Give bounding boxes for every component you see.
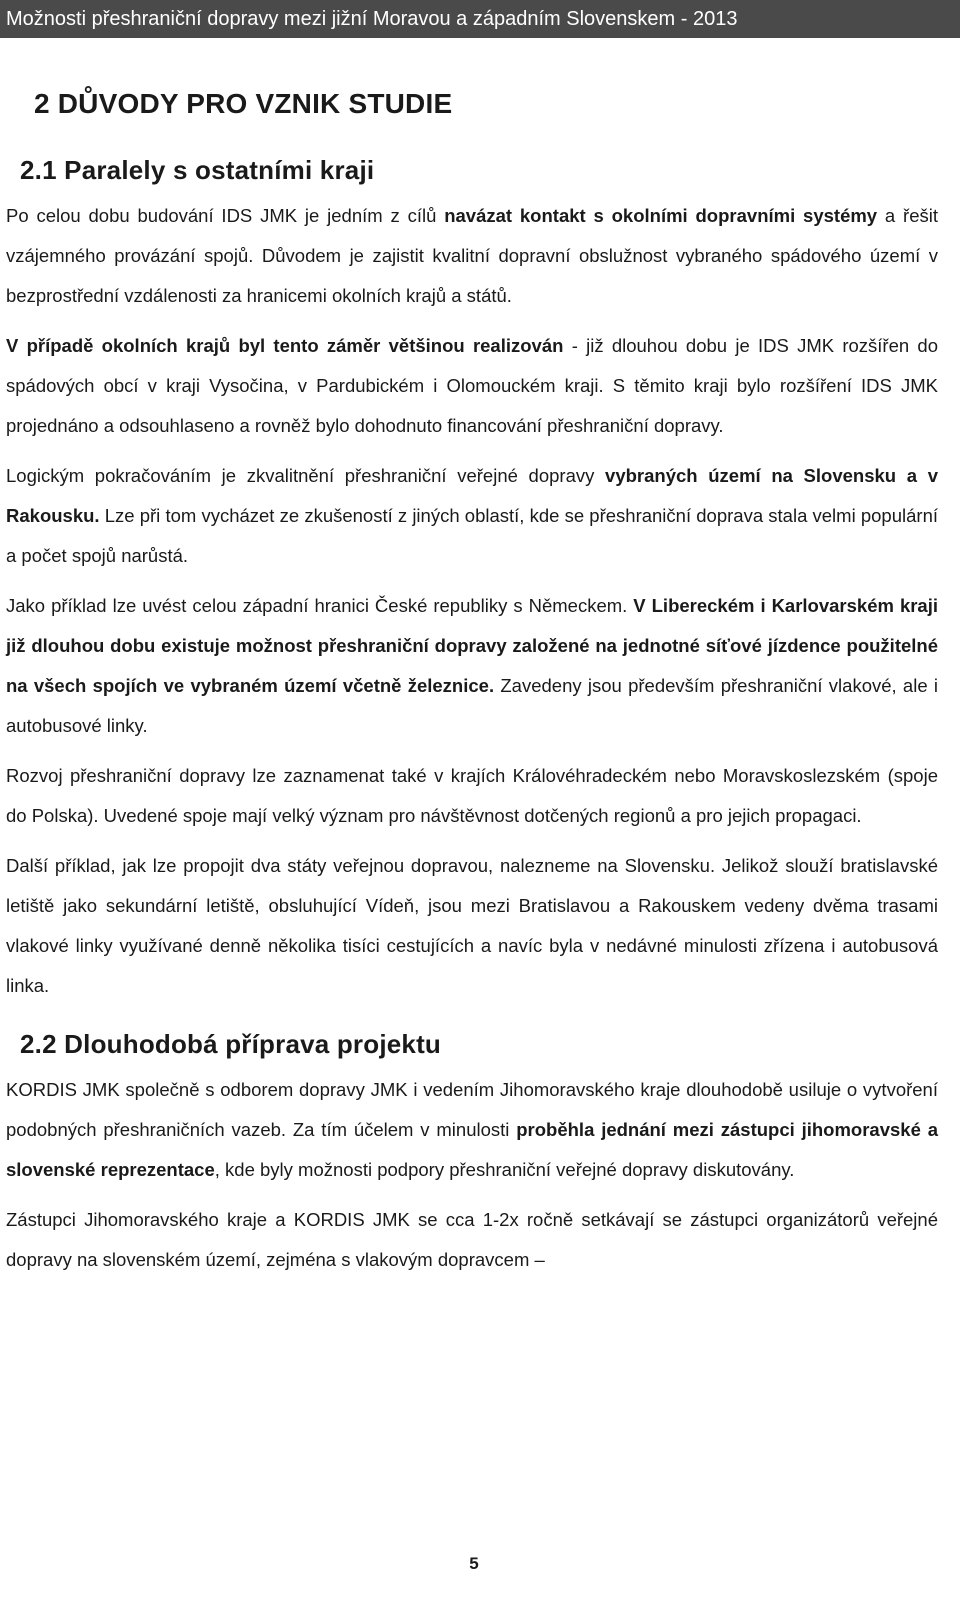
text-run: Zástupci Jihomoravského kraje a KORDIS JMK se cca 1-2x ročně setkávají se zástupci organizátorů veřejné dopravy na slovenském území, zejména s vlakovým dopravcem – — [6, 1209, 938, 1270]
bold-text-run: navázat kontakt s okolními dopravními systémy — [444, 205, 878, 226]
text-run: KORDIS JMK společně s odborem dopravy JMK i vedením Jihomoravského kraje dlouhodobě usiluje o vytvoření podobných přeshraničních vazeb. Za tím účelem v minulosti — [6, 1079, 938, 1140]
paragraph — [6, 846, 938, 1006]
text-run: Po celou dobu budování IDS JMK je jedním z cílů — [6, 205, 445, 226]
text-run: Další příklad, jak lze propojit dva státy veřejnou dopravou, nalezneme na Slovensku. Jelikož slouží bratislavské letiště jako sekundární letiště, obsluhující Vídeň, jsou mezi Bratislavou a Rakouskem vedeny dvěma trasami vlakové linky využívané denně několika tisíci cestujících a navíc byla v nedávné minulosti zřízena i autobusová linka. — [6, 855, 938, 996]
bold-text-run: proběhla jednání mezi zástupci jihomoravské a slovenské reprezentace — [6, 1119, 939, 1180]
page-number: 5 — [469, 1554, 479, 1573]
text-run: , kde byly možnosti podpory přeshraniční veřejné dopravy diskutovány. — [214, 1159, 795, 1180]
text-run: Zavedeny jsou především přeshraniční vlakové, ale i autobusové linky. — [6, 675, 938, 736]
text-run: a řešit vzájemného provázání spojů. Důvodem je zajistit kvalitní dopravní obslužnost vybraného spádového území v bezprostřední vzdálenosti za hranicemi okolních krajů a států. — [6, 205, 938, 306]
paragraph — [6, 196, 938, 316]
paragraph — [6, 456, 938, 576]
bold-text-run: vybraných území na Slovensku a v Rakousku. — [6, 465, 938, 526]
chapter-heading: 2 DŮVODY PRO VZNIK STUDIE — [34, 88, 453, 119]
text-run: Lze při tom vycházet ze zkušeností z jiných oblastí, kde se přeshraniční doprava stala velmi populární a počet spojů narůstá. — [6, 505, 938, 566]
section-heading: 2.1 Paralely s ostatními kraji — [20, 155, 375, 185]
paragraph — [6, 756, 938, 836]
paragraph — [6, 326, 938, 446]
running-header: Možnosti přeshraniční dopravy mezi jižní Moravou a západním Slovenskem - 2013 — [0, 0, 960, 38]
text-run: Logickým pokračováním je zkvalitnění přeshraniční veřejné dopravy — [6, 465, 606, 486]
text-run: - již dlouhou dobu je IDS JMK rozšířen do spádových obcí v kraji Vysočina, v Pardubickém i Olomouckém kraji. S těmito kraji bylo rozšíření IDS JMK projednáno a odsouhlaseno a rovněž bylo dohodnuto financování přeshraniční dopravy. — [6, 335, 938, 436]
text-run: Rozvoj přeshraniční dopravy lze zaznamenat také v krajích Královéhradeckém nebo Moravskoslezském (spoje do Polska). Uvedené spoje mají velký význam pro návštěvnost dotčených regionů a pro jejich propagaci. — [6, 765, 938, 826]
paragraph — [6, 1070, 938, 1190]
text-run: Jako příklad lze uvést celou západní hranici České republiky s Německem. — [6, 595, 634, 616]
bold-text-run: V Libereckém i Karlovarském kraji již dlouhou dobu existuje možnost přeshraniční dopravy založené na jednotné síťové jízdence použitelné na všech spojích ve vybraném území včetně železnice. — [6, 595, 938, 696]
paragraph — [6, 586, 938, 746]
bold-text-run: V případě okolních krajů byl tento záměr většinou realizován — [6, 335, 564, 356]
document-body — [6, 84, 938, 1290]
section-heading: 2.2 Dlouhodobá příprava projektu — [20, 1029, 442, 1059]
paragraph — [6, 1200, 938, 1280]
